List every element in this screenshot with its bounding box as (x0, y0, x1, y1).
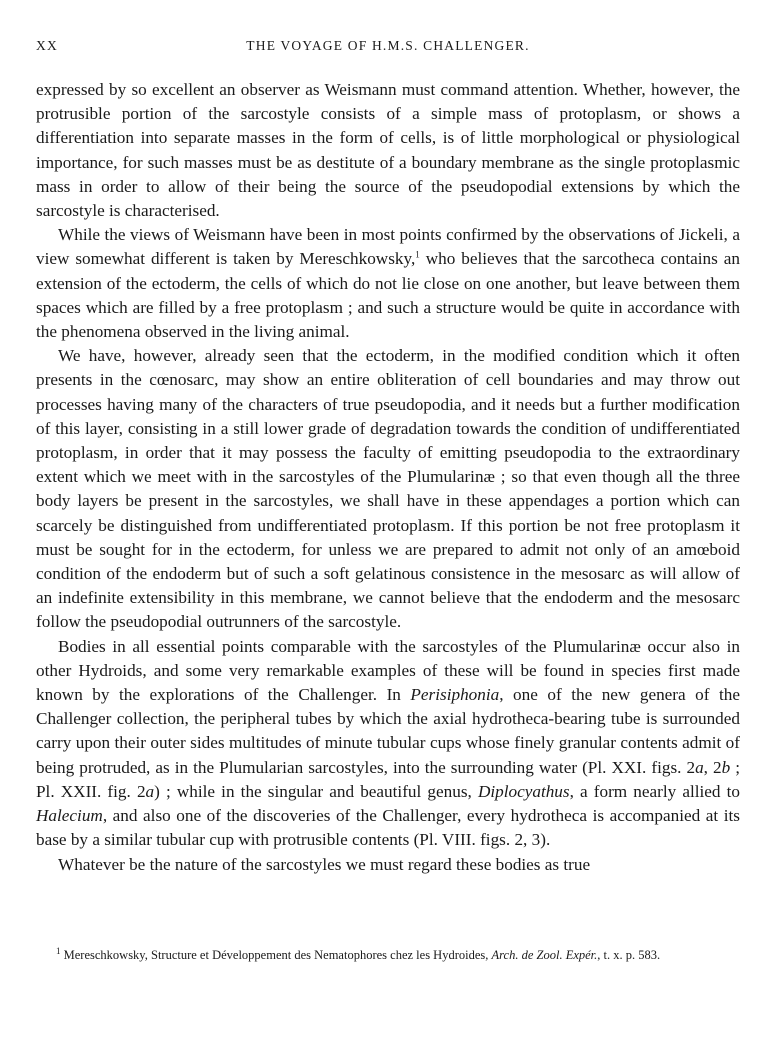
text-run: Mereschkowsky, Structure et Développement des Nematophores chez les Hydroides, (60, 948, 492, 962)
text-run: who believes that the sarcotheca contains an extension of the ectoderm, the cells of which do not lie close on one another, but leave between them spaces which are filled by a free protoplasm ; and such a structure would be quite in accordance with the phenomena observed in the living animal. (36, 249, 740, 342)
italic-text: a (145, 781, 155, 801)
text-run: We have, however, already seen that the ectoderm, in the modified condition which it often presents in the cœnosarc, may show an entire obliteration of cell boundaries and may throw out processes having many of the characters of true pseudopodia, and it needs but a further modification of this layer, consisting in a still lower grade of degradation towards the condition of undifferentiated protoplasm, in order that it may possess the faculty of emitting pseudopodia to the extraordinary extent which we meet with in the sarcostyles of the Plumularinæ ; so that even though all the three body layers be present in the sarcostyles, we shall have in these appendages a portion which can scarcely be distinguished from undifferentiated protoplasm. If this portion be not free protoplasm it must be sought for in the ectoderm, for unless we are prepared to admit not only of an amœboid condition of the endoderm but of such a soft gelatinous consistence in the mesosarc as will allow of an indefinite extensibility in this membrane, we cannot believe that the endoderm and the mesosarc follow the pseudopodial outrunners of the sarcostyle. (36, 346, 740, 632)
text-run: , one of the new genera of the Challenger collection, the peripheral tubes by which the axial hydrotheca-bearing tube is surrounded carry upon their outer sides multitudes of minute tubular cups whose finely granular contents admit of being protruded, as in the Plumularian sarcostyles, into the surrounding water (Pl. XXI. figs. 2 (36, 685, 740, 777)
paragraph (36, 344, 740, 634)
body-text (36, 78, 740, 877)
italic-text: Diplocyathus (477, 781, 570, 801)
italic-text: Halecium (36, 806, 103, 826)
text-run: , a form nearly allied to (569, 781, 741, 801)
text-run: , 2 (703, 757, 722, 777)
italic-text: Arch. de Zool. Expér. (491, 948, 598, 962)
text-run: While the views of Weismann have been in most points confirmed by the observations of Jickeli, a view somewhat different is taken by Mereschkowsky, (36, 225, 740, 269)
text-run: , t. x. p. 583. (597, 948, 661, 962)
footnote (36, 946, 740, 964)
footnote-marker: 1 (56, 945, 61, 956)
text-run: Whatever be the nature of the sarcostyles we must regard these bodies as true (58, 854, 591, 874)
page-header (36, 38, 740, 62)
text-run: expressed by so excellent an observer as Weismann must command attention. Whether, however, the protrusible portion of the sarcostyle consists of a simple mass of protoplasm, or shows a differentiation into separate masses in the form of cells, is of little morphological or physiological importance, for such masses must be as destitute of a boundary membrane as the single protoplasmic mass in order to allow of their being the source of the pseudopodial extensions by which the sarcostyle is characterised. (36, 80, 740, 221)
paragraph (36, 853, 740, 877)
page-number: XX (36, 38, 58, 53)
text-run: ) ; while in the singular and beautiful genus, (154, 781, 478, 801)
italic-text: b (721, 757, 731, 777)
text-run: Bodies in all essential points comparable with the sarcostyles of the Plumularinæ occur also in other Hydroids, and some very remarkable examples of these will be found in species first made known by the explorations of the Challenger. In (36, 636, 740, 705)
paragraph (36, 78, 740, 223)
footnotes (36, 946, 740, 964)
footnote-marker: 1 (415, 249, 420, 260)
paragraph (36, 635, 740, 853)
running-title: THE VOYAGE OF H.M.S. CHALLENGER. (246, 38, 530, 53)
paragraph (36, 223, 740, 344)
italic-text: Perisiphonia (410, 685, 500, 705)
text-run: , and also one of the discoveries of the Challenger, every hydrotheca is accompanied at its base by a similar tubular cup with protrusible contents (Pl. VIII. figs. 2, 3). (36, 806, 740, 850)
italic-text: a (695, 757, 704, 777)
text-run: ; Pl. XXII. fig. 2 (36, 757, 740, 801)
